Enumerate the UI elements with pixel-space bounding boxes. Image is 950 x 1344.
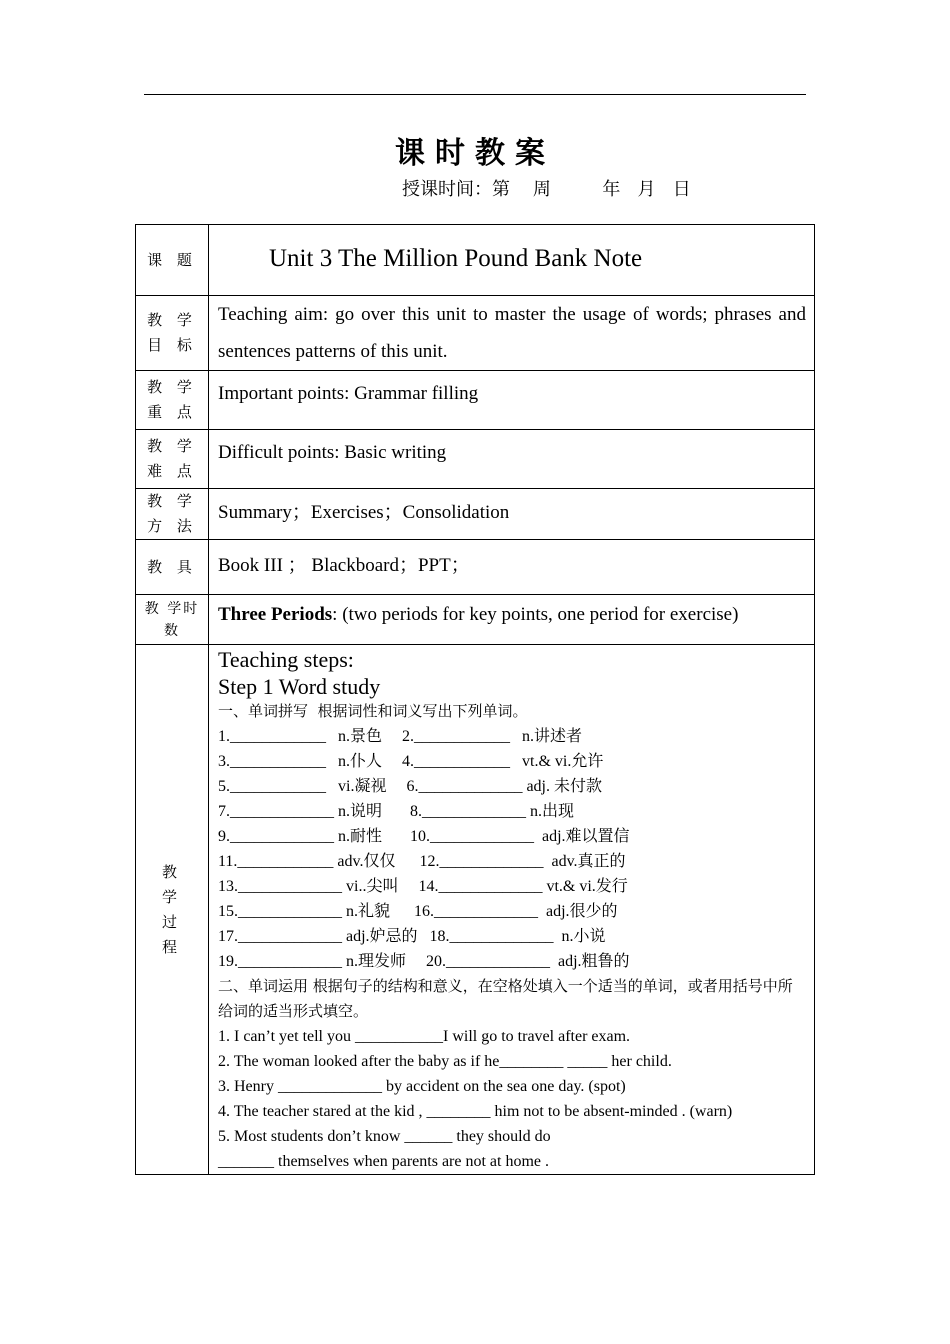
word-line: 19._____________ n.理发师 20._____________ adj.粗鲁的 <box>218 953 630 970</box>
row-tools <box>136 540 815 595</box>
steps-heading: Teaching steps: <box>218 647 354 672</box>
word-line: 3.____________ n.仆人 4.____________ vt.& vi.允许 <box>218 753 604 770</box>
word-line: 13._____________ vi..尖叫 14._____________ vt.& vi.发行 <box>218 878 628 895</box>
class-time-label: 授课时间：第 周 年 月 日 <box>402 179 691 200</box>
section-1-instruction: 一、单词拼写 根据词性和词义写出下列单词。 <box>218 702 528 720</box>
lesson-plan-table <box>135 224 815 1175</box>
sentence-line: _______ themselves when parents are not at home . <box>218 1153 550 1170</box>
important-points: Important points: Grammar filling <box>218 383 479 404</box>
row-process <box>136 645 815 1175</box>
sentence-line: 5. Most students don’t know ______ they should do <box>218 1128 551 1145</box>
periods-detail: : (two periods for key points, one period for exercise) <box>332 604 739 625</box>
row-aims <box>136 296 815 371</box>
sentence-line: 3. Henry _____________ by accident on the sea one day. (spot) <box>218 1078 626 1095</box>
periods-bold: Three Periods <box>218 604 333 625</box>
sentence-line: 2. The woman looked after the baby as if he________ _____ her child. <box>218 1053 672 1070</box>
teaching-tools: Book III ； Blackboard；PPT； <box>218 555 470 576</box>
header-rule <box>144 94 806 95</box>
unit-title: Unit 3 The Million Pound Bank Note <box>269 245 643 272</box>
label-periods: 教 学时 数 <box>136 595 209 645</box>
teaching-periods <box>218 595 806 626</box>
label-methods: 教 学 方 法 <box>136 489 209 540</box>
word-line: 17._____________ adj.妒忌的 18._____________ n.小说 <box>218 928 606 945</box>
label-difficult-points: 教 学 难 点 <box>136 430 209 489</box>
word-line: 11.____________ adv.仅仅 12._____________ adv.真正的 <box>218 853 626 870</box>
row-periods <box>136 595 815 645</box>
step-1-heading: Step 1 Word study <box>218 674 381 699</box>
teaching-aim: Teaching aim: go over this unit to master the usage of words; phrases and sentences patterns of this unit. <box>218 304 806 362</box>
row-topic <box>136 225 815 296</box>
row-key-points <box>136 371 815 430</box>
label-process: 教 学 过 程 <box>136 645 209 1175</box>
sentence-line: 4. The teacher stared at the kid , ________ him not to be absent-minded . (warn) <box>218 1103 733 1120</box>
word-line: 9._____________ n.耐性 10._____________ adj.难以置信 <box>218 828 630 845</box>
process-content <box>209 645 815 1175</box>
teaching-methods: Summary；Exercises；Consolidation <box>218 502 510 523</box>
difficult-points: Difficult points: Basic writing <box>218 442 447 463</box>
row-methods <box>136 489 815 540</box>
page-title: 课时教案 <box>395 136 555 171</box>
word-line: 1.____________ n.景色 2.____________ n.讲述者 <box>218 728 583 745</box>
sentence-line: 1. I can’t yet tell you ___________I will go to travel after exam. <box>218 1028 631 1045</box>
label-topic: 课 题 <box>136 225 209 296</box>
section-2-instruction: 二、单词运用 根据句子的结构和意义，在空格处填入一个适当的单词，或者用括号中所给词的适当形式填空。 <box>218 977 793 1020</box>
label-key-points: 教 学 重 点 <box>136 371 209 430</box>
word-line: 15._____________ n.礼貌 16._____________ adj.很少的 <box>218 903 618 920</box>
word-line: 7._____________ n.说明 8._____________ n.出现 <box>218 803 575 820</box>
label-tools: 教 具 <box>136 540 209 595</box>
label-aims: 教 学 目 标 <box>136 296 209 371</box>
row-difficult-points <box>136 430 815 489</box>
word-line: 5.____________ vi.凝视 6._____________ adj. 未付款 <box>218 778 602 795</box>
